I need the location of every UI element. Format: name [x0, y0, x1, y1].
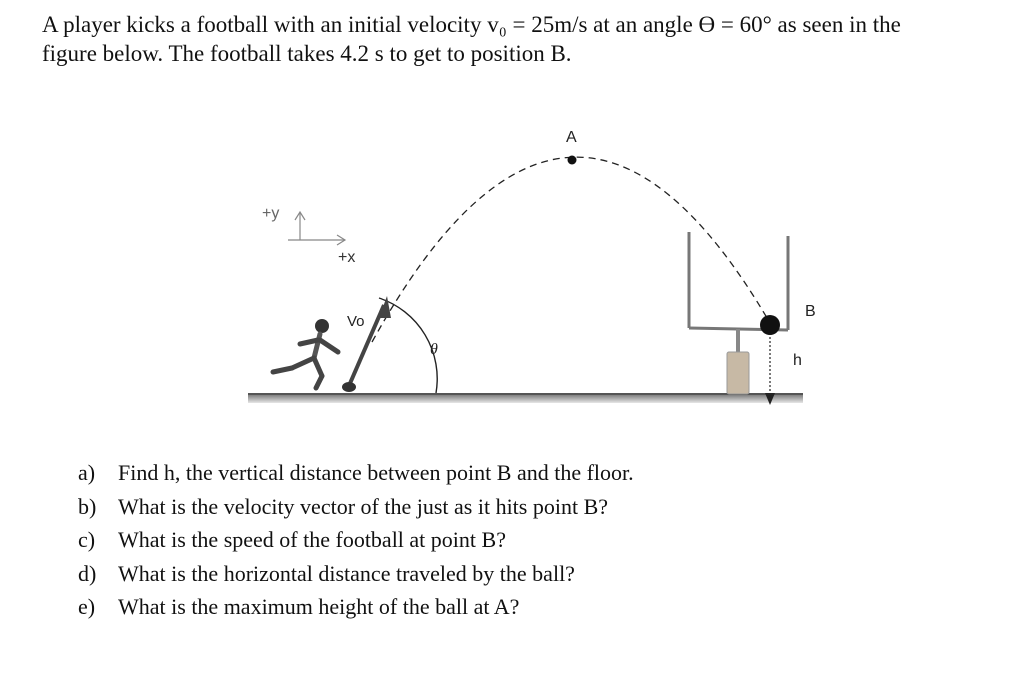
ground: [248, 393, 803, 403]
point-a-marker: [568, 156, 577, 165]
football-player: [273, 319, 338, 388]
problem-line-1: A player kicks a football with an initial velocity v₀ = 25m/s at an angle ϴ = 60° as seen in the: [42, 12, 901, 37]
problem-line-2: figure below. The football takes 4.2 s to get to position B.: [42, 41, 572, 66]
point-b-label: B: [805, 303, 816, 320]
question-text: What is the speed of the football at point B?: [118, 527, 506, 552]
point-a-label: A: [566, 129, 577, 146]
angle-label: θ: [430, 341, 438, 358]
question-letter: c): [78, 527, 96, 552]
question-item: [78, 590, 634, 624]
ball-at-start: [342, 382, 356, 392]
question-text: What is the horizontal distance traveled by the ball?: [118, 560, 575, 586]
question-item: [78, 456, 634, 490]
question-letter: a): [78, 460, 96, 485]
axis-y-label: +y: [262, 205, 280, 222]
question-item: [78, 523, 634, 557]
question-text: What is the velocity vector of the just as it hits point B?: [118, 493, 609, 519]
coordinate-axes: [262, 205, 355, 266]
question-item: [78, 557, 634, 591]
axis-x-label: +x: [338, 249, 356, 266]
question-text: Find h, the vertical distance between point B and the floor.: [118, 460, 634, 485]
question-letter: e): [78, 594, 96, 619]
height-label: h: [793, 352, 802, 369]
question-letter: b): [78, 493, 97, 519]
question-text: What is the maximum height of the ball at A?: [118, 594, 520, 619]
height-indicator: [765, 337, 775, 405]
question-item: [78, 490, 634, 524]
goal-post: [689, 232, 788, 394]
question-list: [78, 456, 634, 624]
point-b-ball: [760, 315, 780, 335]
trajectory-path: [372, 157, 770, 342]
velocity-label: Vo: [347, 313, 365, 330]
question-letter: d): [78, 560, 97, 586]
velocity-vector: [348, 296, 391, 388]
